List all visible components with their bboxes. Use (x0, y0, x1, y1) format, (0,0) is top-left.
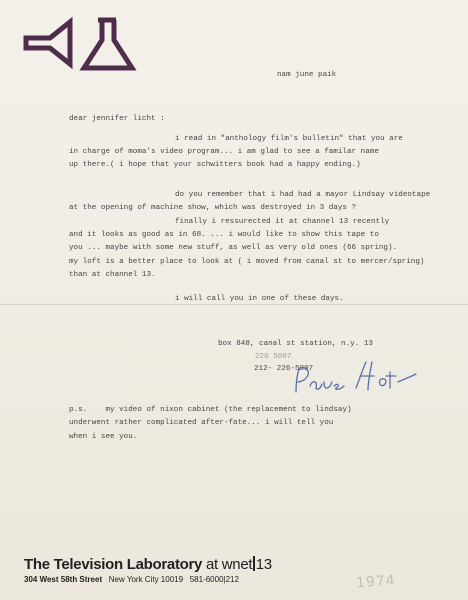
flask-shape (84, 20, 132, 68)
struck-phone: 226 5007 (255, 353, 292, 361)
ps-line: underwent rather complicated after-fate... i will tell you (69, 419, 334, 427)
letterhead-station: at wnet (205, 556, 253, 573)
letterhead-area-code: 212 (225, 575, 239, 584)
body-line: finally i ressurected it at channel 13 recently (175, 218, 390, 226)
body-line: do you remember that i had had a mayor Lindsay videotape (175, 191, 431, 199)
salutation: dear jennifer licht : (69, 115, 165, 123)
letterhead-street: 304 West 58th Street (24, 575, 103, 584)
body-line: my loft is a better place to look at ( i moved from canal st to mercer/spring) (69, 258, 425, 266)
body-line: than at channel 13. (69, 271, 156, 279)
letterhead-divider (253, 556, 255, 571)
body-line: you ... maybe with some new stuff, as well as very old ones (66 spring). (69, 244, 398, 252)
letterhead-address (24, 575, 239, 584)
body-line: in charge of moma's video program... i am glad to see a familar name (69, 148, 379, 156)
letterhead-title (24, 556, 272, 573)
letterhead-phone-separator: | (223, 575, 226, 584)
letterhead-name: The Television Laboratory (24, 556, 203, 573)
address-line: box 848, canal st station, n.y. 13 (218, 340, 373, 348)
signature (286, 352, 426, 402)
sender-name: nam june paik (277, 71, 337, 79)
body-line: i read in "anthology film's bulletin" that you are (175, 135, 403, 143)
letterhead-city: New York City 10019 (108, 575, 184, 584)
letterhead-phone: 581-6000 (189, 575, 224, 584)
speaker-shape (26, 22, 70, 64)
body-line: and it looks as good as in 68. ... i would like to show this tape to (69, 231, 379, 239)
pencil-year-annotation: 1974 (355, 572, 397, 592)
ps-line: p.s. my video of nixon cabinet (the replacement to lindsay) (69, 406, 352, 414)
phone-line: 212- 226-5007 (254, 365, 314, 373)
letterhead-channel: 13 (255, 556, 272, 573)
ps-line: when i see you. (69, 433, 138, 441)
tv-lab-logo (20, 16, 146, 74)
closing-line: i will call you in one of these days. (175, 295, 344, 303)
body-line: at the opening of machine show, which was destroyed in 3 days ? (69, 204, 357, 212)
body-line: up there.( i hope that your schwitters book had a happy ending.) (69, 161, 361, 169)
